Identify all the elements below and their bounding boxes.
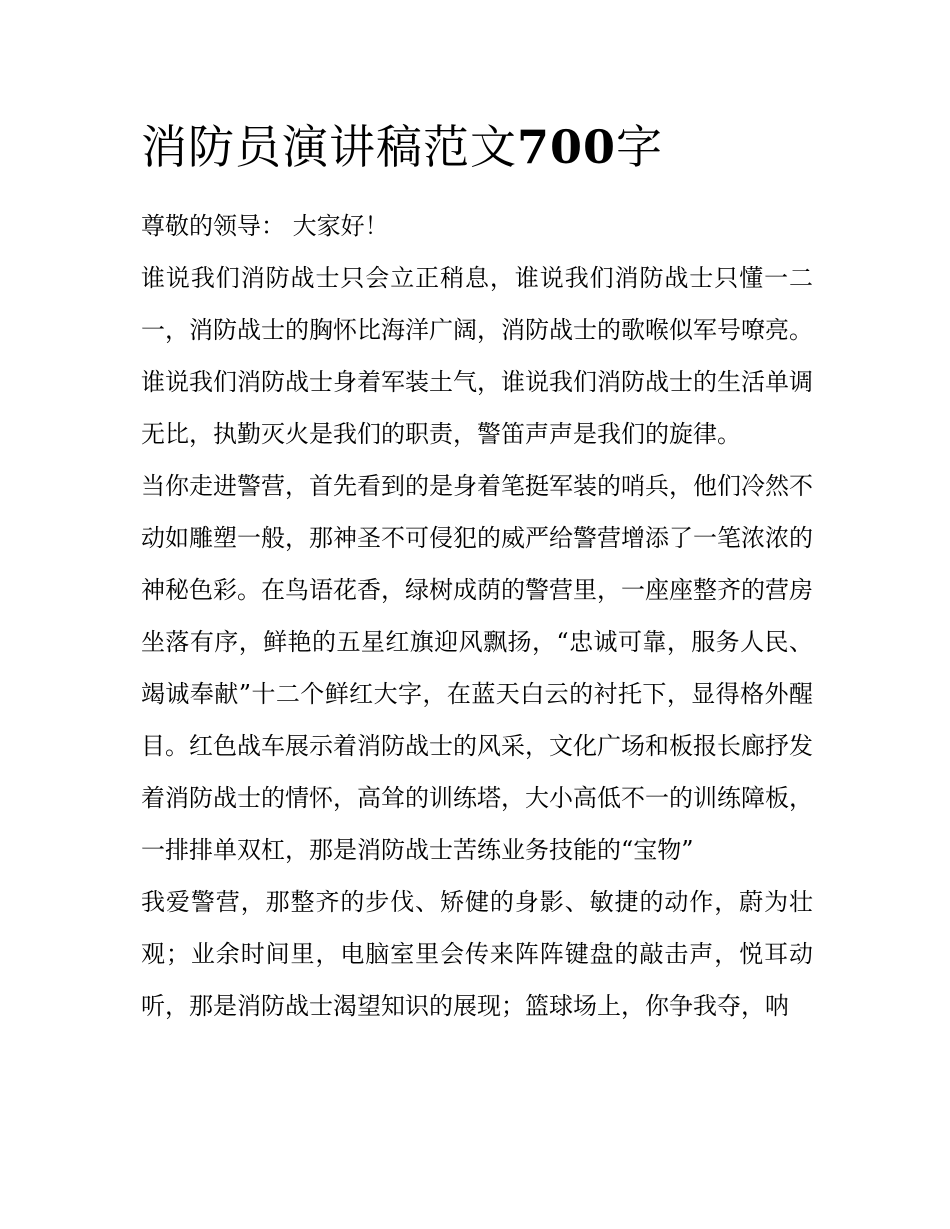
paragraph-1: 谁说我们消防战士只会立正稍息，谁说我们消防战士只懂一二一，消防战士的胸怀比海洋广阔，消防战士的歌喉似军号嘹亮。谁说我们消防战士身着军装土气，谁说我们消防战士的生活单调无比，执勤灭火是我们的职责，警笛声声是我们的旋律。 <box>141 264 813 448</box>
greeting: 尊敬的领导： 大家好！ <box>141 212 389 240</box>
title-prefix: 消防员演讲稿范文 <box>141 120 517 174</box>
document-page <box>141 114 813 1032</box>
paragraph-2: 当你走进警营，首先看到的是身着笔挺军装的哨兵，他们冷然不动如雕塑一般，那神圣不可侵犯的威严给警营增添了一笔浓浓的神秘色彩。在鸟语花香，绿树成荫的警营里，一座座整齐的营房坐落有序，鲜艳的五星红旗迎风飘扬，“忠诚可靠，服务人民、竭诚奉献”十二个鲜红大字，在蓝天白云的衬托下，显得格外醒目。红色战车展示着消防战士的风采，文化广场和板报长廊抒发着消防战士的情怀，高耸的训练塔，大小高低不一的训练障板，一排排单双杠，那是消防战士苦练业务技能的“宝物” <box>141 472 813 864</box>
paragraph-3: 我爱警营，那整齐的步伐、矫健的身影、敏捷的动作，蔚为壮观；业余时间里，电脑室里会传来阵阵键盘的敲击声，悦耳动听，那是消防战士渴望知识的展现；篮球场上，你争我夺，呐 <box>141 888 813 1020</box>
title-number: 700 <box>517 120 617 174</box>
title-suffix: 字 <box>616 120 664 174</box>
document-title <box>141 114 813 180</box>
